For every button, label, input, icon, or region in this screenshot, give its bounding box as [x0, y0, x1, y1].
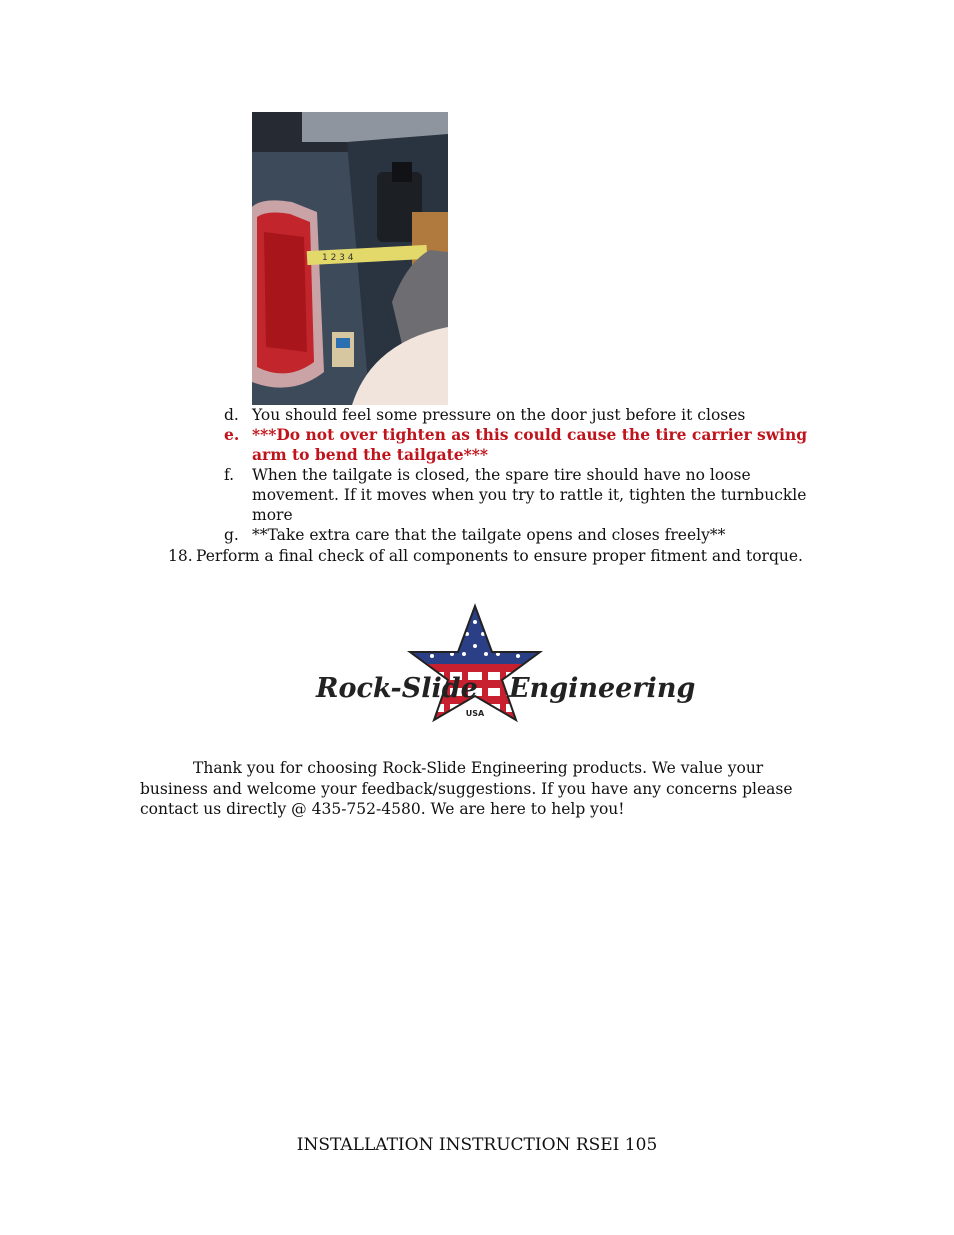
- list-text: When the tailgate is closed, the spare tire should have no loose movement. If it moves when you try to rattle it, tighten the turnbuckle more: [252, 466, 807, 524]
- sub-steps-list: [224, 405, 824, 545]
- logo-badge: USA: [465, 709, 485, 718]
- list-marker: e.: [224, 425, 240, 444]
- list-marker: g.: [224, 526, 239, 544]
- logo-left-word: Rock-Slide: [316, 673, 478, 704]
- step-text: Perform a final check of all components to ensure proper fitment and torque.: [196, 547, 803, 565]
- list-text: You should feel some pressure on the door just before it closes: [252, 406, 746, 424]
- list-item: [224, 525, 824, 545]
- company-logo: [312, 602, 696, 722]
- thank-you-text: Thank you for choosing Rock-Slide Engineering products. We value your business and welcome your feedback/suggestions. If you have any concerns please contact us directly @ 435-752-4580. We are here to help you!: [140, 759, 793, 818]
- list-item: [224, 405, 824, 425]
- installation-photo: [252, 112, 448, 405]
- list-item-warning: [224, 425, 824, 465]
- tape-marks: 1 2 3 4: [322, 253, 354, 263]
- list-text: **Take extra care that the tailgate opens and closes freely**: [252, 526, 726, 544]
- page-footer: INSTALLATION INSTRUCTION RSEI 105: [296, 1135, 658, 1155]
- step-18: [168, 546, 803, 566]
- list-marker: f.: [224, 466, 235, 484]
- step-number: 18.: [168, 547, 193, 565]
- thank-you-paragraph: [140, 758, 810, 820]
- list-marker: d.: [224, 406, 239, 424]
- logo-right-word: Engineering: [509, 673, 696, 704]
- list-item: [224, 465, 824, 525]
- list-text: ***Do not over tighten as this could cause the tire carrier swing arm to bend the tailgate***: [252, 425, 808, 464]
